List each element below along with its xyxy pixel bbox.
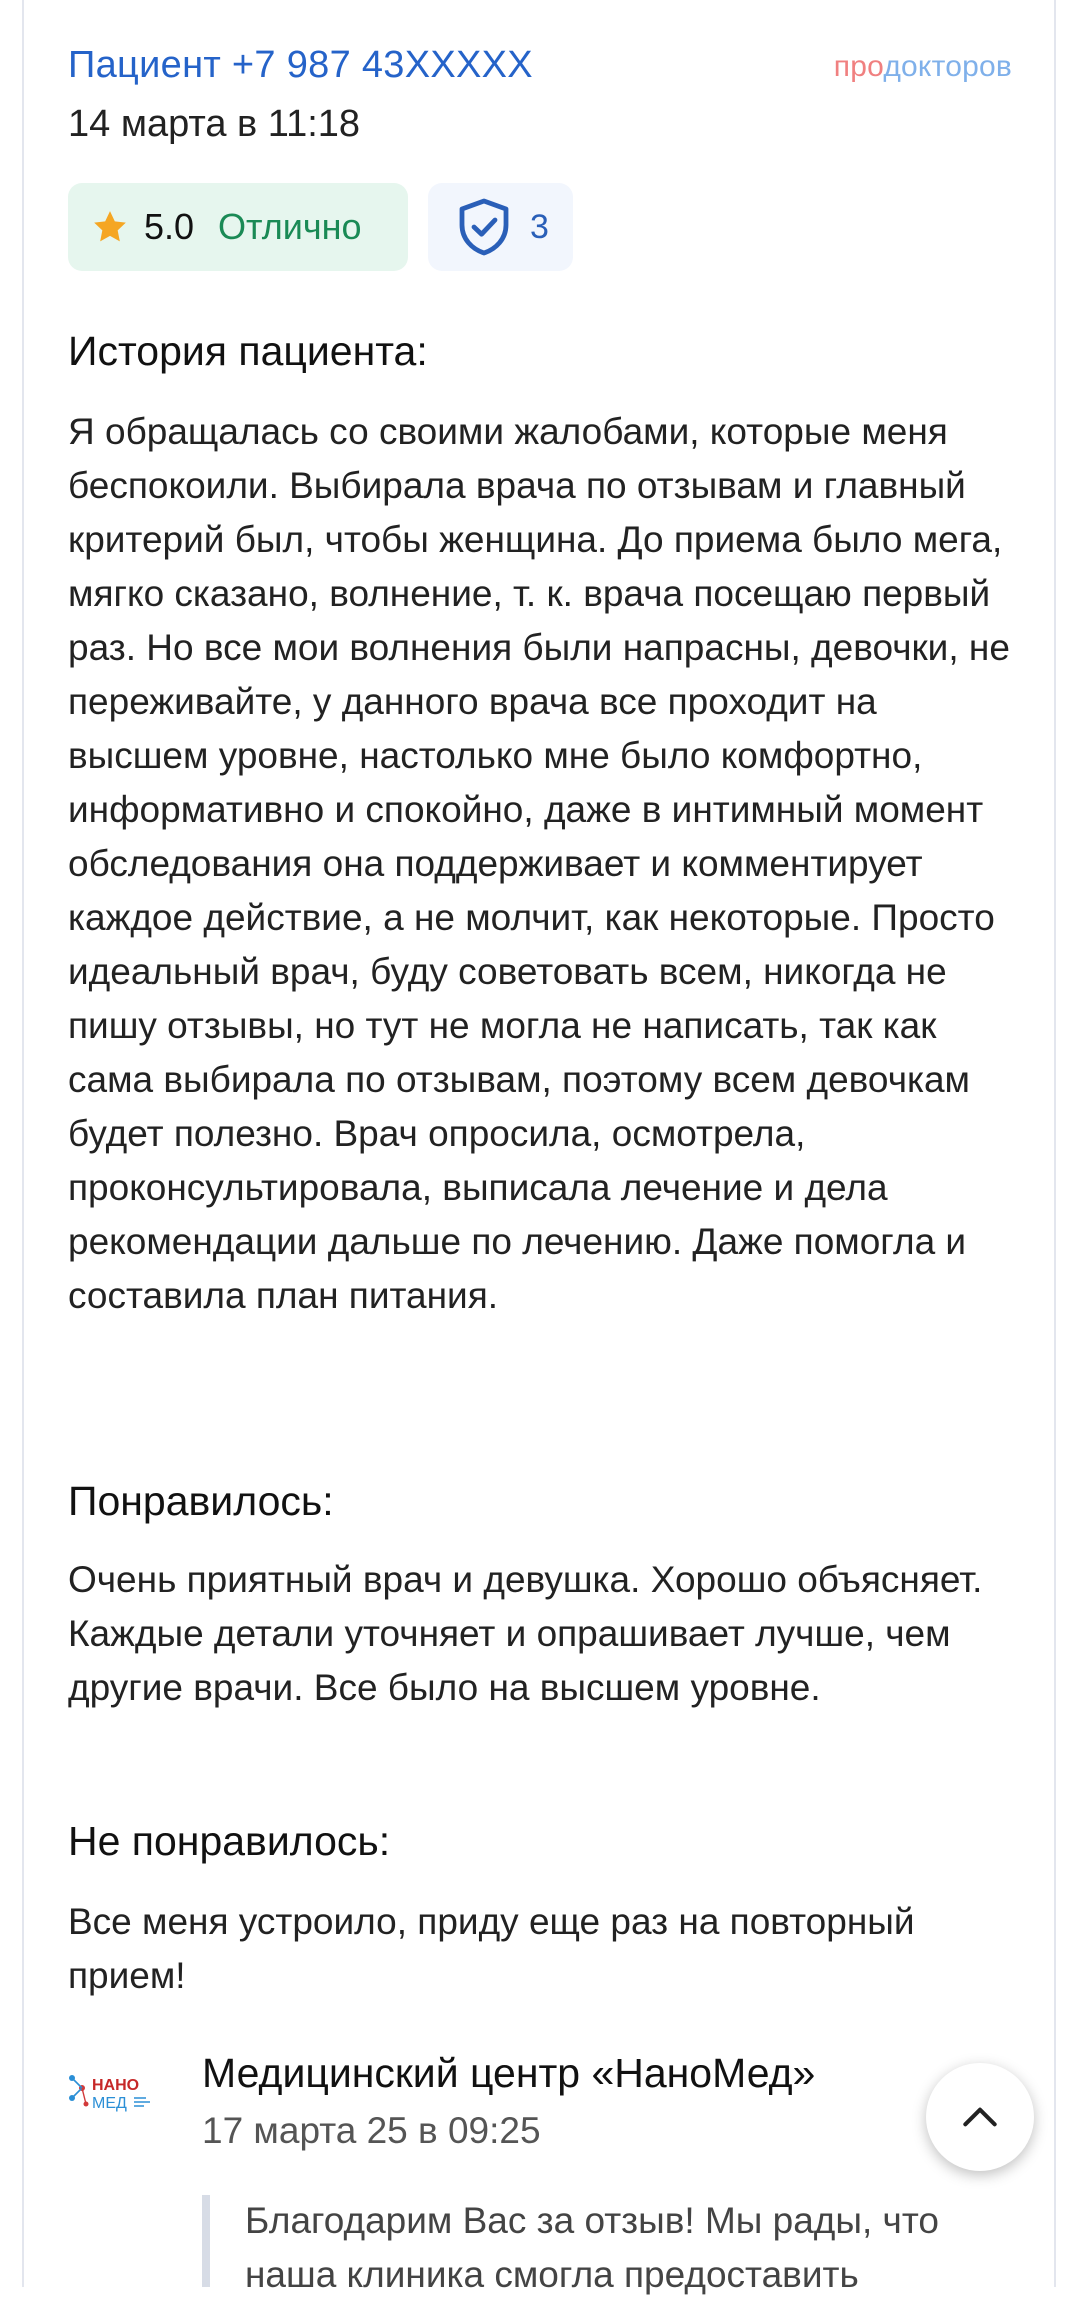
chevron-up-icon	[958, 2095, 1002, 2139]
rating-label: Отлично	[218, 206, 362, 247]
brand-part-2: докторов	[883, 50, 1012, 83]
verified-badge[interactable]	[428, 183, 573, 271]
rating-score: 5.0	[144, 206, 195, 247]
shield-check-icon	[456, 197, 512, 257]
review-date: 14 марта в 11:18	[68, 103, 361, 145]
scroll-to-top-button[interactable]	[926, 2063, 1034, 2171]
logo-text-bottom: МЕД	[92, 2095, 127, 2112]
brand-part-1: про	[833, 50, 884, 83]
rating-badge[interactable]	[68, 183, 408, 271]
history-text: Я обращалась со своими жалобами, которые меня беспокоили. Выбирала врача по отзывам и главный критерий был, чтобы женщина. До приема было мега, мягко сказано, волнение, т. к. врача посещаю первый раз. Но все мои волнения были напрасны, девочки, не переживайте, у данного врача все проходит на высшем уровне, настолько мне было комфортно, информативно и спокойно, даже в интимный момент обследования она поддерживает и комментирует каждое действие, а не молчит, как некоторые. Просто идеальный врач, буду советовать всем, никогда не пишу отзывы, но тут не могла не написать, так как сама выбирала по отзывам, поэтому всем девочкам будет полезно. Врач опросила, осмотрела, проконсультировала, выписала лечение и дела рекомендации дальше по лечению. Даже помогла и составила план питания.	[68, 411, 1010, 1316]
reply-clinic-name[interactable]: Медицинский центр «НаноМед»	[202, 2050, 816, 2096]
reply-quote-bar	[202, 2195, 210, 2287]
disliked-title: Не понравилось:	[68, 1818, 391, 1864]
review-author[interactable]: Пациент +7 987 43XXXXX	[68, 44, 533, 86]
reply-text: Благодарим Вас за отзыв! Мы рады, что наша клиника смогла предоставить	[245, 2200, 939, 2295]
logo-text-top: НАНО	[92, 2077, 140, 2094]
liked-title: Понравилось:	[68, 1478, 334, 1524]
molecule-icon	[69, 2075, 89, 2107]
nanomed-logo	[66, 2072, 166, 2116]
history-title: История пациента:	[68, 328, 428, 374]
liked-text: Очень приятный врач и девушка. Хорошо объясняет. Каждые детали уточняет и опрашивает лучше, чем другие врачи. Все было на высшем уровне.	[68, 1559, 983, 1708]
reply-date: 17 марта 25 в 09:25	[202, 2110, 541, 2151]
verified-count: 3	[530, 207, 549, 246]
star-icon	[90, 207, 130, 247]
disliked-text: Все меня устроило, приду еще раз на повторный прием!	[68, 1901, 915, 1996]
prodoctorov-logo[interactable]	[834, 50, 1012, 84]
